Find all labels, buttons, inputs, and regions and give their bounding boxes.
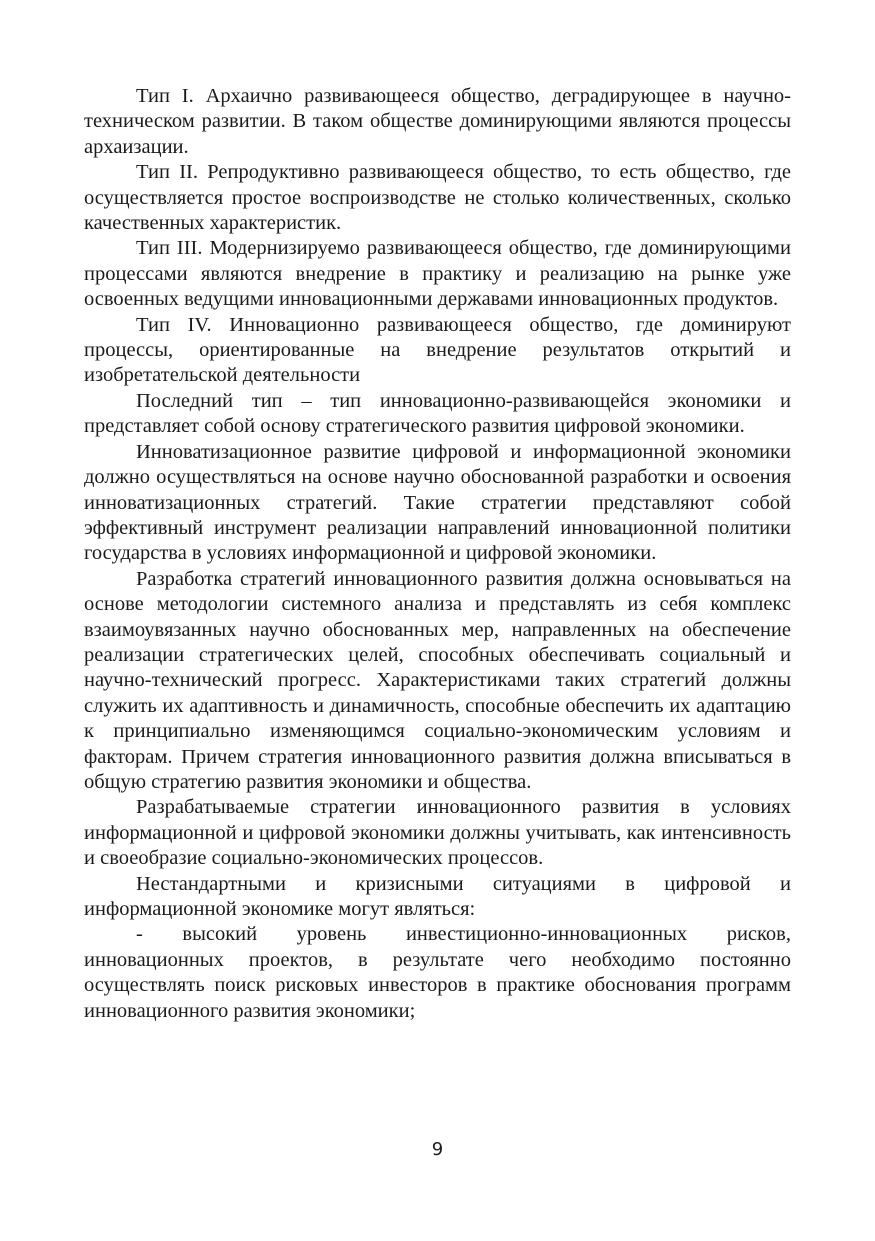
paragraph-type-1: Тип I. Архаично развивающееся общество, деградирующее в научно-техническом развитии. В таком обществе доминирующими являются процессы архаизации. (84, 85, 791, 158)
page-number: 9 (431, 1139, 444, 1160)
paragraph-innovation-development: Инноватизационное развитие цифровой и информационной экономики должно осуществляться на основе научно обоснованной разработки и освоения инноватизационных стратегий. Такие стратегии представляют собой эффективный инструмент реализации направлений инновационной политики государства в условиях информационной и цифровой экономики. (84, 440, 791, 565)
list-item-high-risk: - высокий уровень инвестиционно-инновационных рисков, инновационных проектов, в результате чего необходимо постоянно осуществлять поиск рисковых инвесторов в практике обоснования программ инновационного развития экономики; (84, 923, 791, 1022)
paragraph-type-2: Тип II. Репродуктивно развивающееся общество, то есть общество, где осуществляется простое воспроизводстве не столько количественных, сколько качественных характеристик. (84, 161, 791, 235)
paragraph-developed-strategies: Разрабатываемые стратегии инновационного развития в условиях информационной и цифровой экономики должны учитывать, как интенсивность и своеобразие социально-экономических процессов. (84, 796, 791, 870)
paragraph-type-4: Тип IV. Инновационно развивающееся общество, где доминируют процессы, ориентированные на внедрение результатов открытий и изобретательской деятельности (84, 313, 791, 387)
body-text (84, 84, 791, 1024)
paragraph-last-type: Последний тип – тип инновационно-развивающейся экономики и представляет собой основу стратегического развития цифровой экономики. (84, 389, 791, 438)
paragraph-strategy-development: Разработка стратегий инновационного развития должна основываться на основе методологии системного анализа и представлять из себя комплекс взаимоувязанных научно обоснованных мер, направленных на обеспечение реализации стратегических целей, способных обеспечивать социальный и научно-технический прогресс. Характеристиками таких стратегий должны служить их адаптивность и динамичность, способные обеспечить их адаптацию к принципиально изменяющимся социально-экономическим условиям и факторам. Причем стратегия инновационного развития должна вписываться в общую стратегию развития экономики и общества. (84, 567, 791, 793)
paragraph-type-3: Тип III. Модернизируемо развивающееся общество, где доминирующими процессами являются внедрение в практику и реализацию на рынке уже освоенных ведущими инновационными державами инновационных продуктов. (84, 237, 791, 311)
paragraph-crisis-situations: Нестандартными и кризисными ситуациями в цифровой и информационной экономике могут являться: (84, 872, 791, 920)
